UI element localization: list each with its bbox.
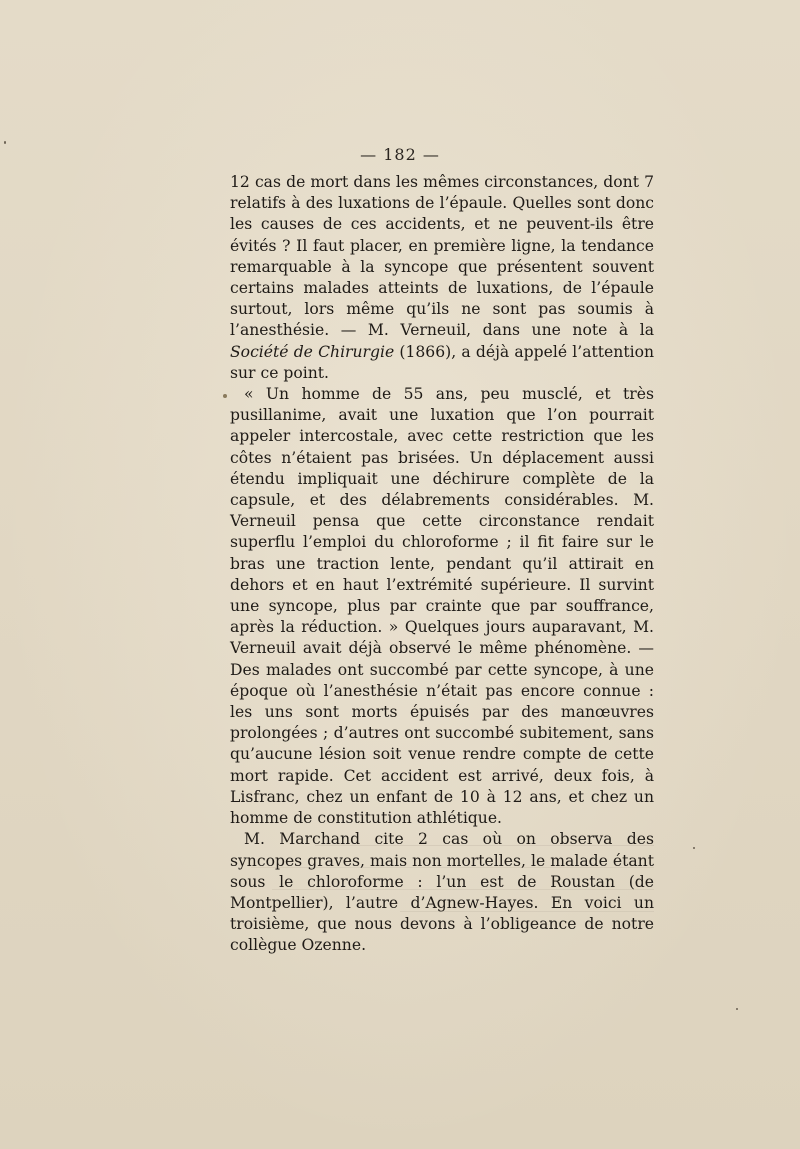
paragraph-1: [230, 172, 654, 384]
paper-speck: [736, 1008, 738, 1010]
paragraph-2: « Un homme de 55 ans, peu musclé, et très pusillanime, avait une luxation que l’on pourrait appeler intercostale, avec cette restriction que les côtes n’étaient pas brisées. Un déplacement aussi étendu impliquait une déchirure complète de la capsule, et des délabrements considérables. M. Verneuil pensa que cette circonstance rendait superflu l’emploi du chloroforme ; il fit faire sur le bras une traction lente, pendant qu’il attirait en dehors et en haut l’extrémité supérieure. Il survint une syncope, plus par crainte que par souffrance, après la réduction. » Quelques jours auparavant, M. Verneuil avait déjà observé le même phénomène. — Des malades ont succombé par cette syncope, à une époque où l’anesthésie n’était pas encore connue : les uns sont morts épuisés par des manœuvres prolongées ; d’autres ont succombé subitement, sans qu’aucune lésion soit venue rendre compte de cette mort rapide. Cet accident est arrivé, deux fois, à Lisfranc, chez un enfant de 10 à 12 ans, et chez un homme de constitution athlétique.: [230, 385, 654, 828]
paper-speck: [4, 141, 6, 144]
paper-speck: [223, 394, 227, 398]
bleed-through-notes: [230, 828, 654, 912]
paper-speck: [693, 847, 695, 849]
paragraph-1-italic: Société de Chirurgie: [230, 342, 395, 361]
paragraph-1-rest: (1866), a déjà appelé l’attention sur ce point.: [230, 342, 654, 382]
paragraph-1-text: 12 cas de mort dans les mêmes circonstances, dont 7 relatifs à des luxations de l’épaule. Quelles sont donc les causes de ces accidents, et ne peuvent-ils être évités ? Il faut placer, en première ligne, la tendance remarquable à la syncope que présentent souvent certains malades atteints de luxations, de l’épaule surtout, lors même qu’ils ne sont pas soumis à l’anesthésie. — M. Verneuil, dans une note à la: [230, 173, 654, 340]
page-number: — 182 —: [360, 145, 440, 164]
paragraph-3: M. Marchand cite 2 cas où on observa des syncopes graves, mais non mortelles, le malade étant sous le chloroforme : l’un est de Roustan (de Montpellier), l’autre d’Agnew-Hayes. En voici un troisième, que nous devons à l’obligeance de notre collègue Ozenne.: [230, 830, 654, 955]
